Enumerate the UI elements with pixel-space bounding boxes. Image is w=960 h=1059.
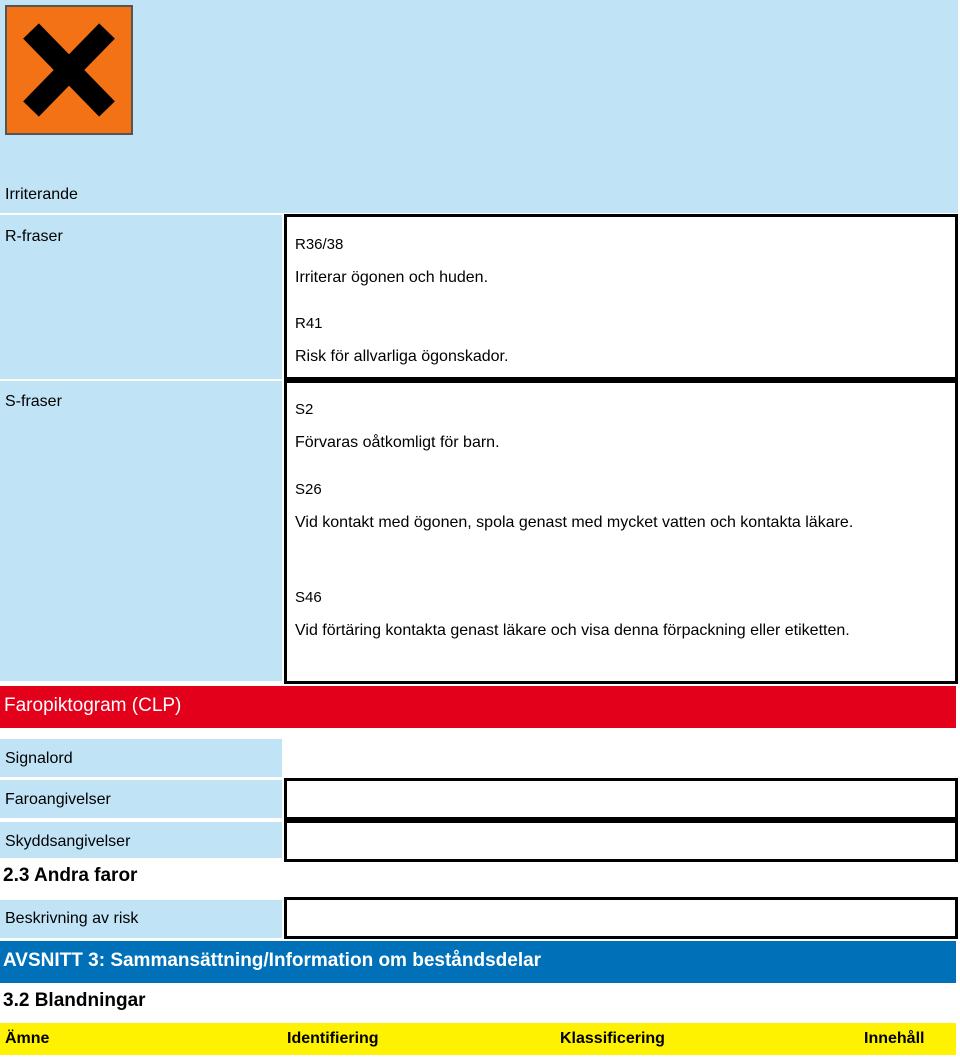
r-phrases-label: R-fraser [5,228,63,245]
irritant-x-icon [5,5,133,135]
s-phrase-text: Vid förtäring kontakta genast läkare och visa denna förpackning eller etiketten. [295,622,850,639]
hazard-label: Irriterande [5,186,78,203]
section-3-2-title: 3.2 Blandningar [3,990,146,1011]
s-phrase-code: S46 [295,589,322,606]
s-phrases-box [284,380,958,684]
hazard-area [0,0,958,213]
hazard-statements-box [284,778,958,820]
signal-word-label: Signalord [0,739,282,777]
s-phrases-label: S-fraser [5,393,62,410]
column-substance: Ämne [5,1030,50,1047]
composition-table-header [0,1023,956,1055]
column-content: Innehåll [864,1030,925,1047]
column-identification: Identifiering [287,1030,379,1047]
r-phrase-text: Risk för allvarliga ögonskador. [295,348,509,365]
s-phrase-code: S26 [295,481,322,498]
r-phrase-code: R36/38 [295,236,344,253]
s-phrase-text: Vid kontakt med ögonen, spola genast med mycket vatten och kontakta läkare. [295,514,854,531]
risk-description-label: Beskrivning av risk [0,900,282,938]
r-phrase-code: R41 [295,315,323,332]
precautionary-statements-label: Skyddsangivelser [0,822,282,858]
s-phrase-text: Förvaras oåtkomligt för barn. [295,434,500,451]
column-classification: Klassificering [560,1030,665,1047]
s-phrases-label-cell [0,381,282,681]
s-phrase-code: S2 [295,401,314,418]
section-2-3-title: 2.3 Andra faror [3,865,138,886]
section-3-header: AVSNITT 3: Sammansättning/Information om beståndsdelar [0,941,956,983]
precautionary-statements-box [284,820,958,862]
hazard-statements-label: Faroangivelser [0,780,282,818]
clp-header: Faropiktogram (CLP) [0,686,956,728]
r-phrases-box [284,214,958,380]
r-phrase-text: Irriterar ögonen och huden. [295,269,489,286]
risk-description-box [284,897,958,939]
